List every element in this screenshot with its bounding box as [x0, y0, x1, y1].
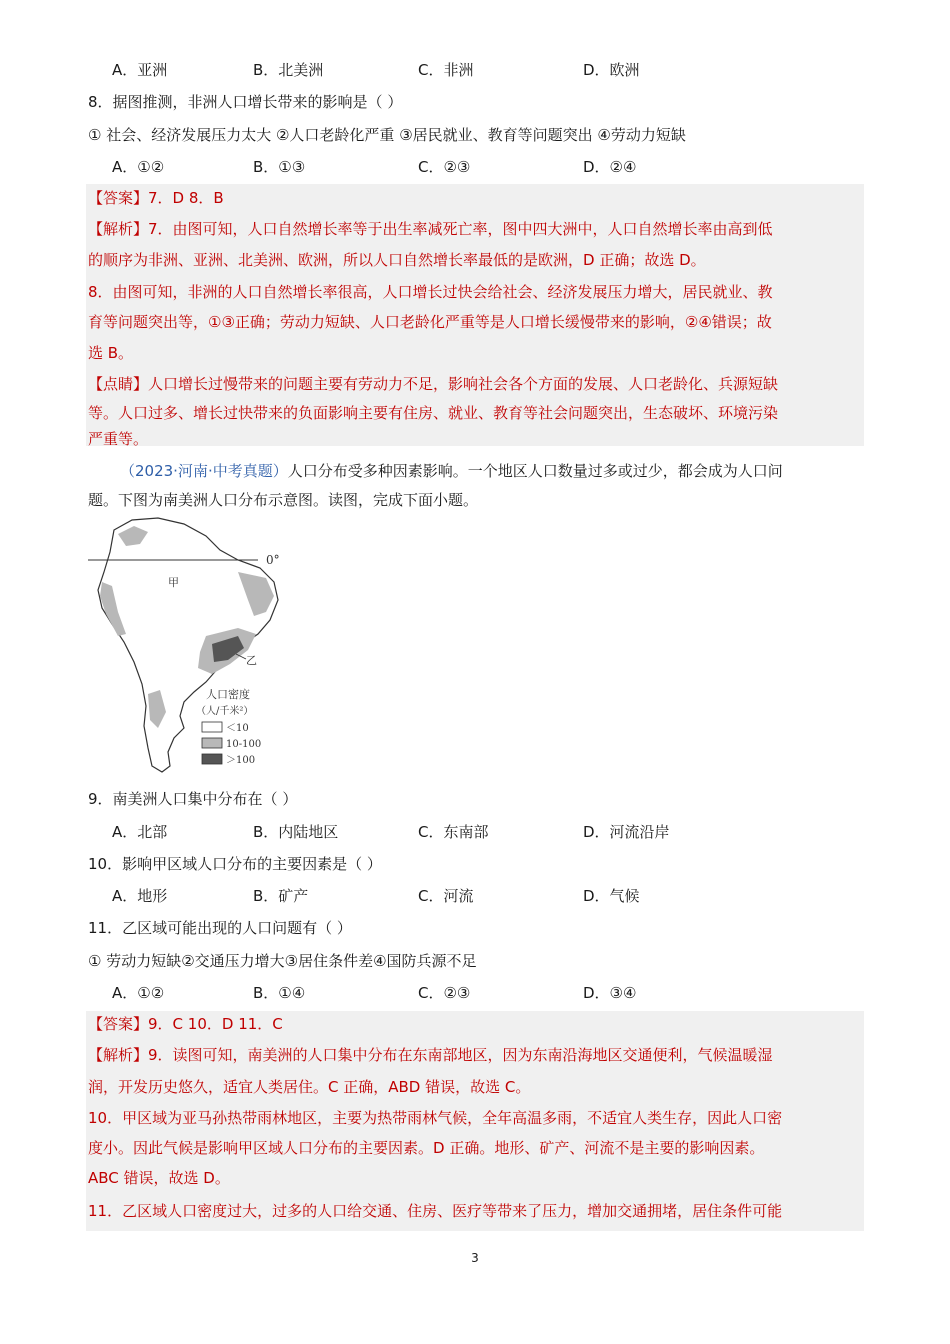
- analysis-line: 的顺序为非洲、亚洲、北美洲、欧洲，所以人口自然增长率最低的是欧洲，D 正确；故选 D。: [88, 251, 706, 269]
- label-yi: 乙: [246, 654, 257, 667]
- q7-option-a: A．亚洲: [112, 61, 168, 79]
- q8-stem: 8．据图推测，非洲人口增长带来的影响是（ ）: [88, 93, 403, 111]
- q9-stem: 9．南美洲人口集中分布在（ ）: [88, 790, 298, 808]
- analysis-line: 选 B。: [88, 344, 134, 362]
- analysis-line: 润，开发历史悠久，适宜人类居住。C 正确，ABD 错误，故选 C。: [88, 1078, 531, 1096]
- answer-line: 【答案】7．D 8．B: [88, 189, 224, 207]
- analysis-line: 【解析】7．由图可知，人口自然增长率等于出生率减死亡率，图中四大洲中，人口自然增长率由高到低: [88, 220, 773, 238]
- q11-option-d: D．③④: [583, 984, 637, 1002]
- answer-box-1: [86, 184, 864, 446]
- answer-line: 【答案】9．C 10．D 11．C: [88, 1015, 283, 1033]
- q9-option-d: D．河流沿岸: [583, 823, 670, 841]
- q11-option-a: A．①②: [112, 984, 165, 1002]
- q11-option-c: C．②③: [418, 984, 471, 1002]
- south-america-population-map: [88, 516, 288, 776]
- q11-stem: 11．乙区域可能出现的人口问题有（ ）: [88, 919, 352, 937]
- q7-option-c: C．非洲: [418, 61, 474, 79]
- label-jia: 甲: [168, 576, 179, 589]
- legend-low: ＜10: [226, 723, 249, 734]
- legend-swatch-high: [202, 754, 222, 764]
- legend-high: ＞100: [226, 755, 256, 766]
- page-number: 3: [471, 1251, 479, 1265]
- analysis-line: 【解析】9．读图可知，南美洲的人口集中分布在东南部地区，因为东南沿海地区交通便利，气候温暖湿: [88, 1046, 773, 1064]
- q7-option-b: B．北美洲: [253, 61, 324, 79]
- q10-options: [88, 886, 868, 906]
- equator-label: 0°: [266, 553, 280, 567]
- intro-line-2: 题。下图为南美洲人口分布示意图。读图，完成下面小题。: [88, 491, 479, 509]
- q9-option-b: B．内陆地区: [253, 823, 339, 841]
- q8-option-c: C．②③: [418, 158, 471, 176]
- legend-swatch-low: [202, 722, 222, 732]
- q8-option-d: D．②④: [583, 158, 637, 176]
- continent-outline: [98, 518, 278, 772]
- analysis-line: ABC 错误，故选 D。: [88, 1169, 230, 1187]
- q10-option-b: B．矿产: [253, 887, 309, 905]
- tip-line: 严重等。: [88, 430, 149, 448]
- q8-option-a: A．①②: [112, 158, 165, 176]
- intro-line-1: [120, 461, 783, 481]
- answer-box-2: [86, 1011, 864, 1231]
- q11-option-b: B．①④: [253, 984, 306, 1002]
- q10-option-c: C．河流: [418, 887, 474, 905]
- analysis-line: 10．甲区域为亚马孙热带雨林地区，主要为热带雨林气候，全年高温多雨，不适宜人类生存，因此人口密: [88, 1109, 783, 1127]
- analysis-line: 11．乙区域人口密度过大，过多的人口给交通、住房、医疗等带来了压力，增加交通拥堵，居住条件可能: [88, 1202, 783, 1220]
- intro-text-1: 人口分布受多种因素影响。一个地区人口数量过多或过少，都会成为人口问: [287, 462, 783, 480]
- q8-items: ① 社会、经济发展压力太大 ②人口老龄化严重 ③居民就业、教育等问题突出 ④劳动力短缺: [88, 126, 686, 144]
- q7-option-d: D．欧洲: [583, 61, 640, 79]
- q9-option-a: A．北部: [112, 823, 168, 841]
- q7-options: [88, 60, 868, 80]
- source-tag: （2023·河南·中考真题）: [120, 462, 288, 480]
- q10-stem: 10．影响甲区域人口分布的主要因素是（ ）: [88, 855, 382, 873]
- q8-option-b: B．①③: [253, 158, 306, 176]
- legend-unit: （人/千米²）: [196, 706, 254, 717]
- q10-option-a: A．地形: [112, 887, 168, 905]
- analysis-line: 育等问题突出等，①③正确；劳动力短缺、人口老龄化严重等是人口增长缓慢带来的影响，②④错误；故: [88, 313, 772, 331]
- tip-line: 等。人口过多、增长过快带来的负面影响主要有住房、就业、教育等社会问题突出，生态破坏、环境污染: [88, 404, 779, 422]
- q10-option-d: D．气候: [583, 887, 640, 905]
- q11-items: ① 劳动力短缺②交通压力增大③居住条件差④国防兵源不足: [88, 952, 477, 970]
- q11-options: [88, 983, 868, 1003]
- legend-medium: 10-100: [226, 739, 262, 750]
- legend-swatch-medium: [202, 738, 222, 748]
- analysis-line: 度小。因此气候是影响甲区域人口分布的主要因素。D 正确。地形、矿产、河流不是主要的影响因素。: [88, 1139, 765, 1157]
- q9-options: [88, 822, 868, 842]
- legend-title: 人口密度: [206, 688, 250, 701]
- q8-options: [88, 157, 868, 177]
- q9-option-c: C．东南部: [418, 823, 489, 841]
- analysis-line: 8．由图可知，非洲的人口自然增长率很高，人口增长过快会给社会、经济发展压力增大，居民就业、教: [88, 283, 773, 301]
- tip-line: 【点睛】人口增长过慢带来的问题主要有劳动力不足，影响社会各个方面的发展、人口老龄化、兵源短缺: [88, 375, 779, 393]
